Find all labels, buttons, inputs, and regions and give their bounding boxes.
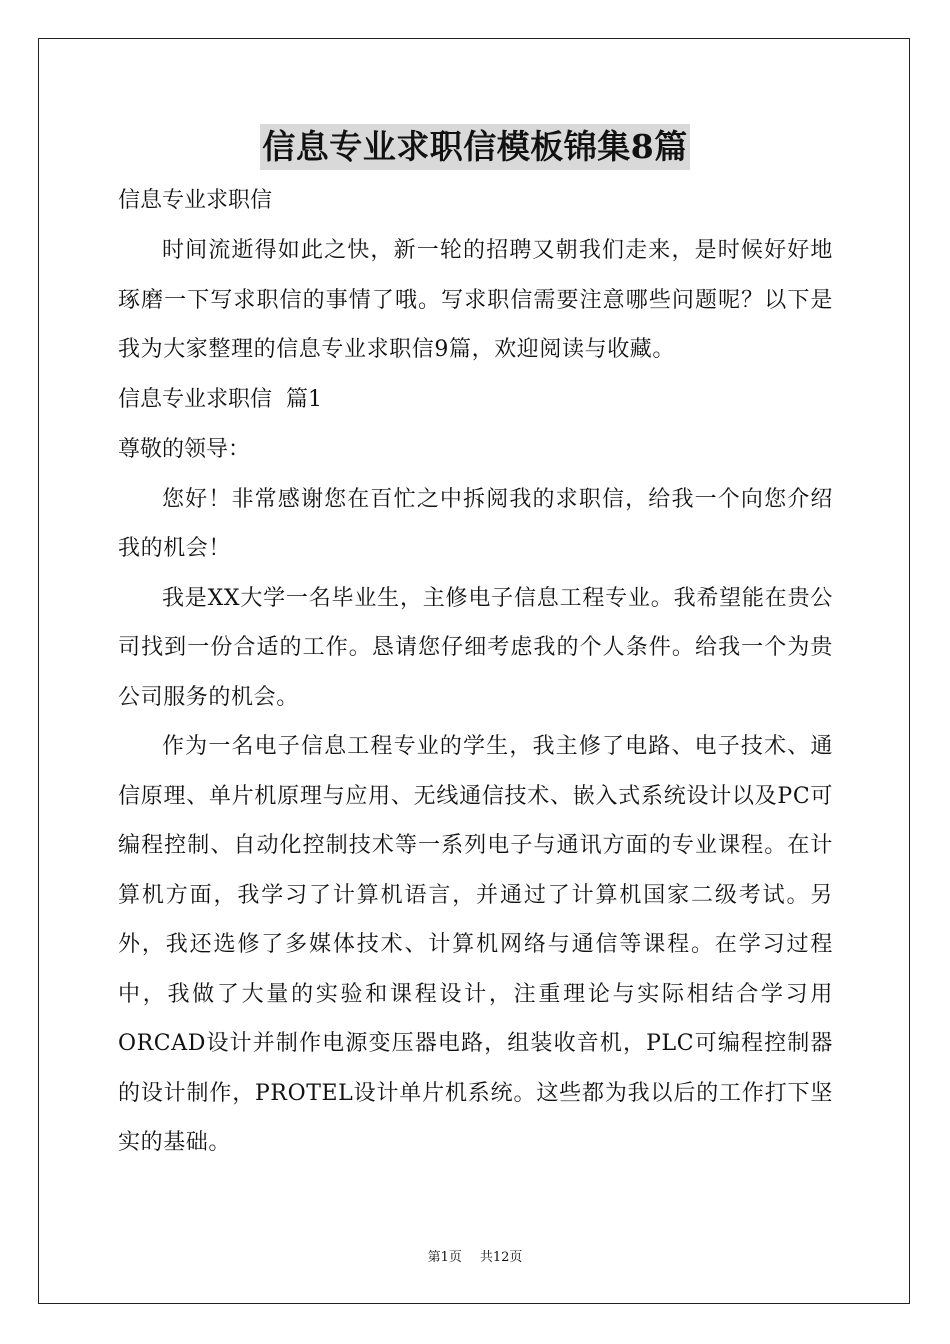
section-heading: 信息专业求职信 篇1 bbox=[118, 386, 322, 412]
body-paragraph-1: 您好！非常感谢您在百忙之中拆阅我的求职信，给我一个向您介绍我的机会！ bbox=[118, 486, 833, 561]
document-body bbox=[118, 176, 833, 1168]
page-number: 第1页 bbox=[427, 1250, 462, 1265]
body-paragraph-3: 作为一名电子信息工程专业的学生，我主修了电路、电子技术、通信原理、单片机原理与应用、无线通信技术、嵌入式系统设计以及PC可编程控制、自动化控制技术等一系列电子与通讯方面的专业课程。在计算机方面，我学习了计算机语言，并通过了计算机国家二级考试。另外，我还选修了多媒体技术、计算机网络与通信等课程。在学习过程中，我做了大量的实验和课程设计，注重理论与实际相结合学习用ORCAD设计并制作电源变压器电路，组装收音机，PLC可编程控制器的设计制作，PROTEL设计单片机系统。这些都为我以后的工作打下坚实的基础。 bbox=[118, 734, 833, 1155]
title-wrap bbox=[0, 124, 950, 170]
body-paragraph-2: 我是XX大学一名毕业生，主修电子信息工程专业。我希望能在贵公司找到一份合适的工作。恳请您仔细考虑我的个人条件。给我一个为贵公司服务的机会。 bbox=[118, 585, 833, 710]
document-subtitle: 信息专业求职信 bbox=[118, 188, 273, 213]
intro-paragraph: 时间流逝得如此之快，新一轮的招聘又朝我们走来，是时候好好地琢磨一下写求职信的事情了哦。写求职信需要注意哪些问题呢？以下是我为大家整理的信息专业求职信9篇，欢迎阅读与收藏。 bbox=[118, 238, 833, 362]
salutation: 尊敬的领导： bbox=[118, 436, 251, 462]
page-footer bbox=[0, 1246, 950, 1265]
document-title: 信息专业求职信模板锦集8篇 bbox=[260, 124, 689, 170]
page-total: 共12页 bbox=[479, 1250, 523, 1265]
